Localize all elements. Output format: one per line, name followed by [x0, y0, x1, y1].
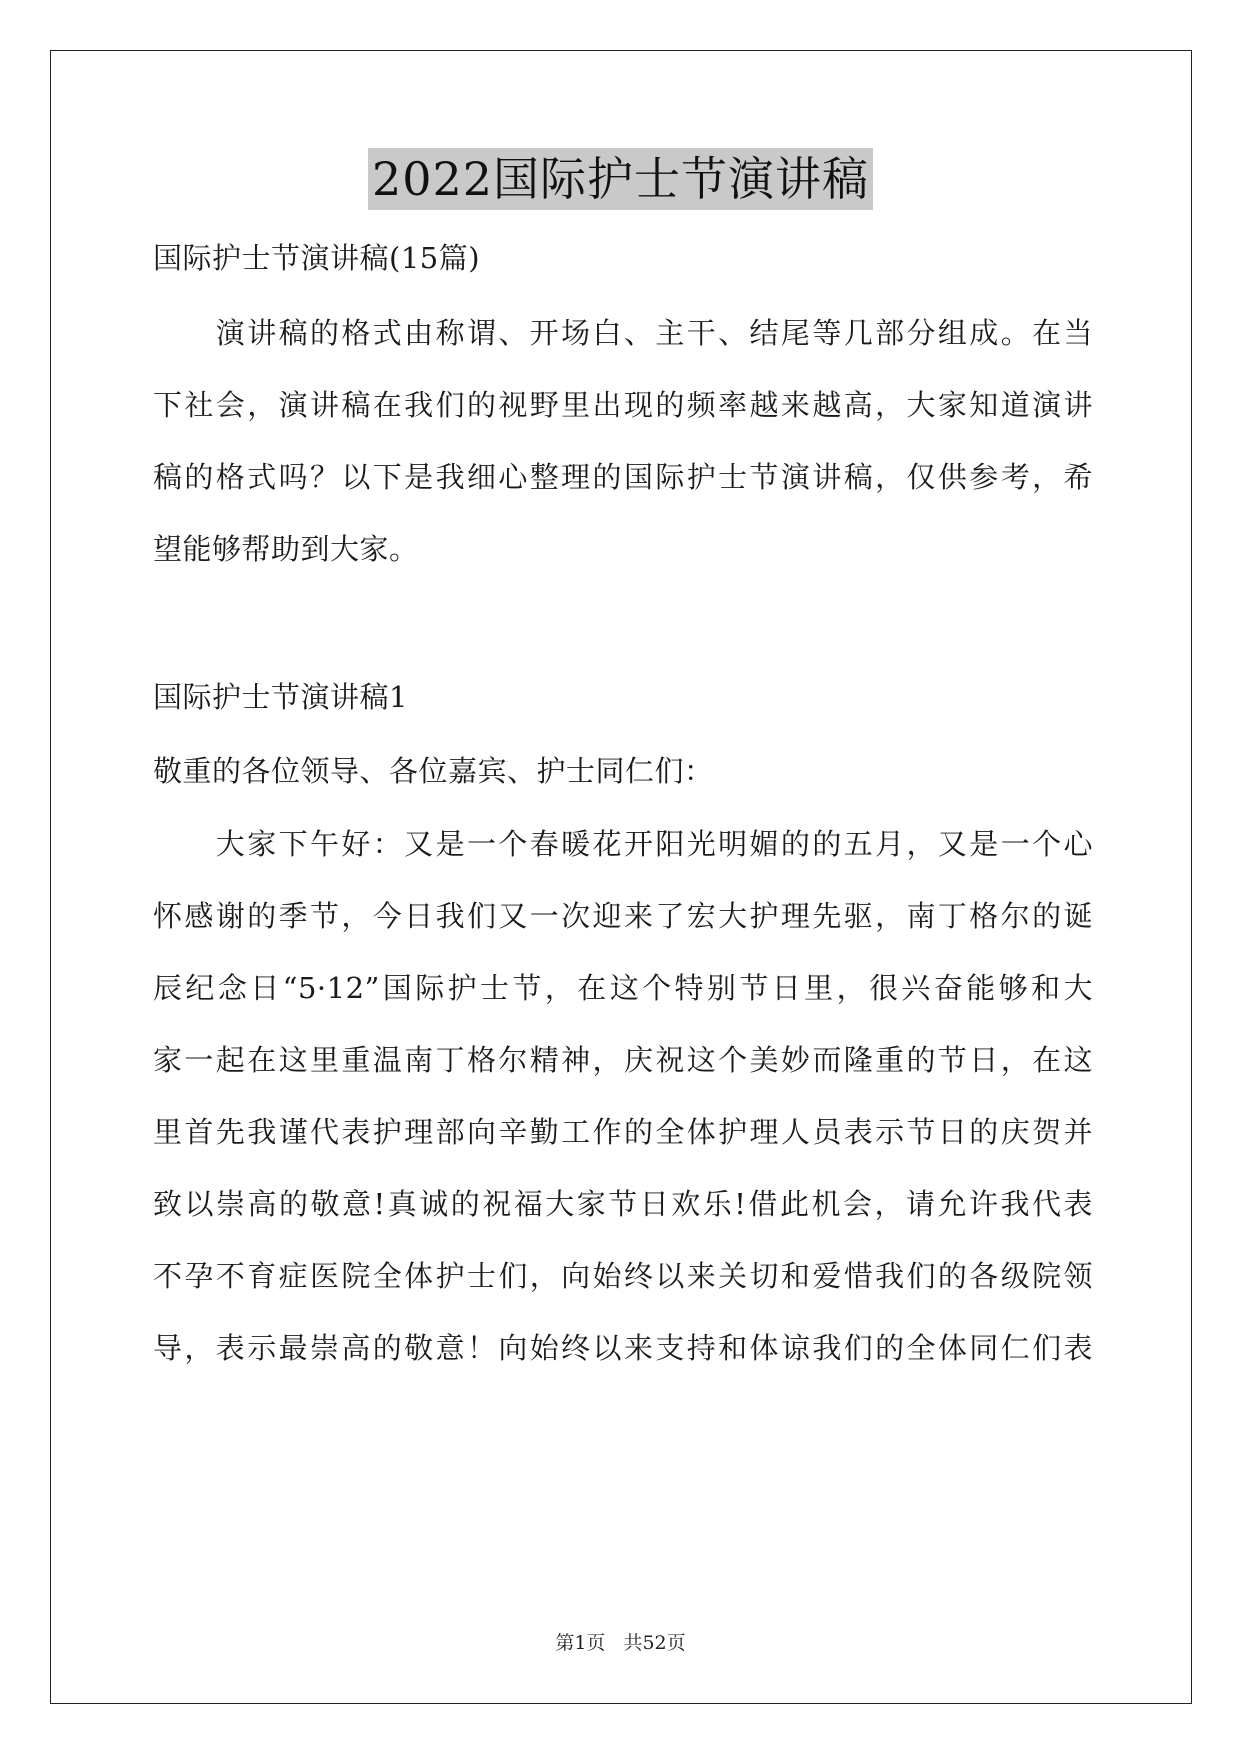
section-heading: 国际护士节演讲稿1 — [153, 680, 408, 714]
page-number: 第1页 — [555, 1632, 606, 1654]
intro-line: 望能够帮助到大家。 — [153, 532, 419, 566]
intro-line: 下社会，演讲稿在我们的视野里出现的频率越来越高，大家知道演讲 — [153, 388, 1093, 422]
intro-line: 演讲稿的格式由称谓、开场白、主干、结尾等几部分组成。在当 — [153, 316, 1093, 350]
body-line: 怀感谢的季节，今日我们又一次迎来了宏大护理先驱，南丁格尔的诞 — [153, 899, 1093, 933]
body-line: 大家下午好：又是一个春暖花开阳光明媚的的五月，又是一个心 — [153, 827, 1093, 861]
intro-line: 稿的格式吗？以下是我细心整理的国际护士节演讲稿，仅供参考，希 — [153, 460, 1093, 494]
document-title: 2022国际护士节演讲稿 — [368, 148, 873, 210]
body-line: 致以崇高的敬意!真诚的祝福大家节日欢乐!借此机会，请允许我代表 — [153, 1187, 1093, 1221]
body-line: 不孕不育症医院全体护士们，向始终以来关切和爱惜我们的各级院领 — [153, 1259, 1093, 1293]
document-subtitle: 国际护士节演讲稿(15篇) — [153, 241, 481, 275]
page-footer — [0, 1628, 1241, 1655]
salutation: 敬重的各位领导、各位嘉宾、护士同仁们： — [153, 754, 714, 788]
page-border — [50, 50, 1192, 1704]
title-area — [0, 148, 1241, 210]
body-line: 导，表示最崇高的敬意！向始终以来支持和体谅我们的全体同仁们表 — [153, 1331, 1093, 1365]
body-line: 辰纪念日“5·12”国际护士节，在这个特别节日里，很兴奋能够和大 — [153, 971, 1093, 1005]
body-line: 家一起在这里重温南丁格尔精神，庆祝这个美妙而隆重的节日，在这 — [153, 1043, 1093, 1077]
page-total: 共52页 — [623, 1632, 686, 1654]
body-line: 里首先我谨代表护理部向辛勤工作的全体护理人员表示节日的庆贺并 — [153, 1115, 1093, 1149]
